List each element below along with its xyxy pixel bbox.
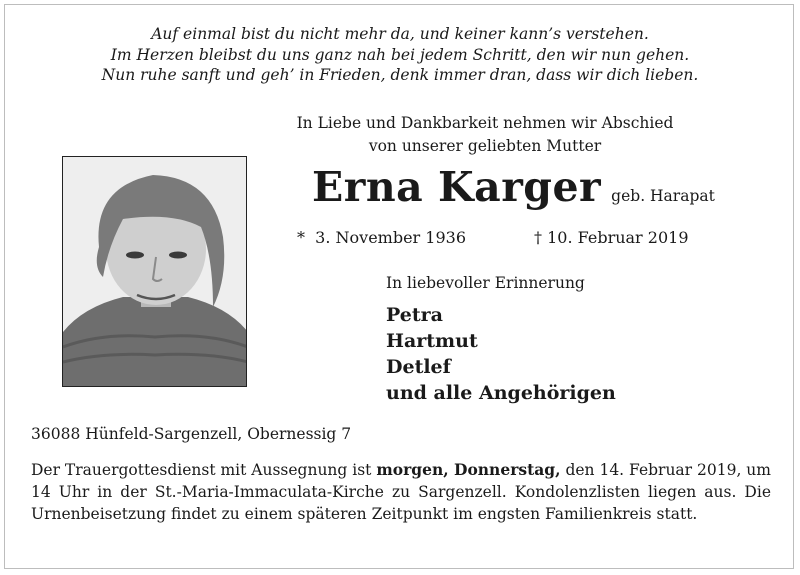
mourner-name: Petra [386,304,443,326]
service-text-2: den 14. Februar 2019, um 14 Uhr in der St.-Maria-Immaculata-Kirche zu Sargenzell. Kondolenzlisten liegen aus. Die Urnenbeisetzung findet zu einem späteren Zeitpunkt im engsten Familienkreis statt. [31,461,771,523]
intro-line-1: In Liebe und Dankbarkeit nehmen wir Abschied [296,114,674,132]
birth-symbol: * [297,228,305,247]
service-text-bold: morgen, Donnerstag, [376,460,561,479]
family-address: 36088 Hünfeld-Sargenzell, Obernessig 7 [31,425,352,443]
memory-label: In liebevoller Erinnerung [386,274,585,292]
mourner-name: Hartmut [386,330,478,352]
maiden-name: geb. Harapat [611,187,715,205]
service-text-1: Der Trauergottesdienst mit Aussegnung ist [31,461,377,479]
service-details [31,459,771,525]
mourner-name: Detlef [386,356,451,378]
death-date: 10. Februar 2019 [547,228,689,247]
poem-line: Nun ruhe sanft und geh’ in Frieden, denk immer dran, dass wir dich lieben. [101,66,699,84]
death-symbol: † [534,228,542,247]
poem-line: Auf einmal bist du nicht mehr da, und keiner kann’s verstehen. [151,25,649,43]
death-date-line [534,228,689,247]
poem [0,24,800,86]
portrait-photo [62,156,247,387]
farewell-intro [250,112,720,158]
deceased-name: Erna Karger [312,163,602,211]
deceased-name-row [312,163,715,211]
intro-line-2: von unserer geliebten Mutter [368,137,602,155]
poem-line: Im Herzen bleibst du uns ganz nah bei jedem Schritt, den wir nun gehen. [110,45,690,64]
portrait-illustration [63,157,247,387]
birth-date: 3. November 1936 [315,228,466,247]
birth-date-line [297,228,466,247]
mourner-name: und alle Angehörigen [386,382,616,404]
mourners-list [386,302,616,406]
